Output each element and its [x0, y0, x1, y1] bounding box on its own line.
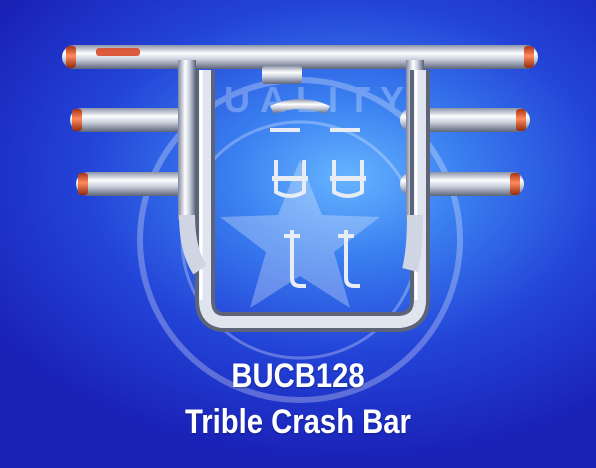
product-code: BUCB128 — [231, 357, 365, 395]
product-name: Trible Crash Bar — [185, 403, 411, 441]
